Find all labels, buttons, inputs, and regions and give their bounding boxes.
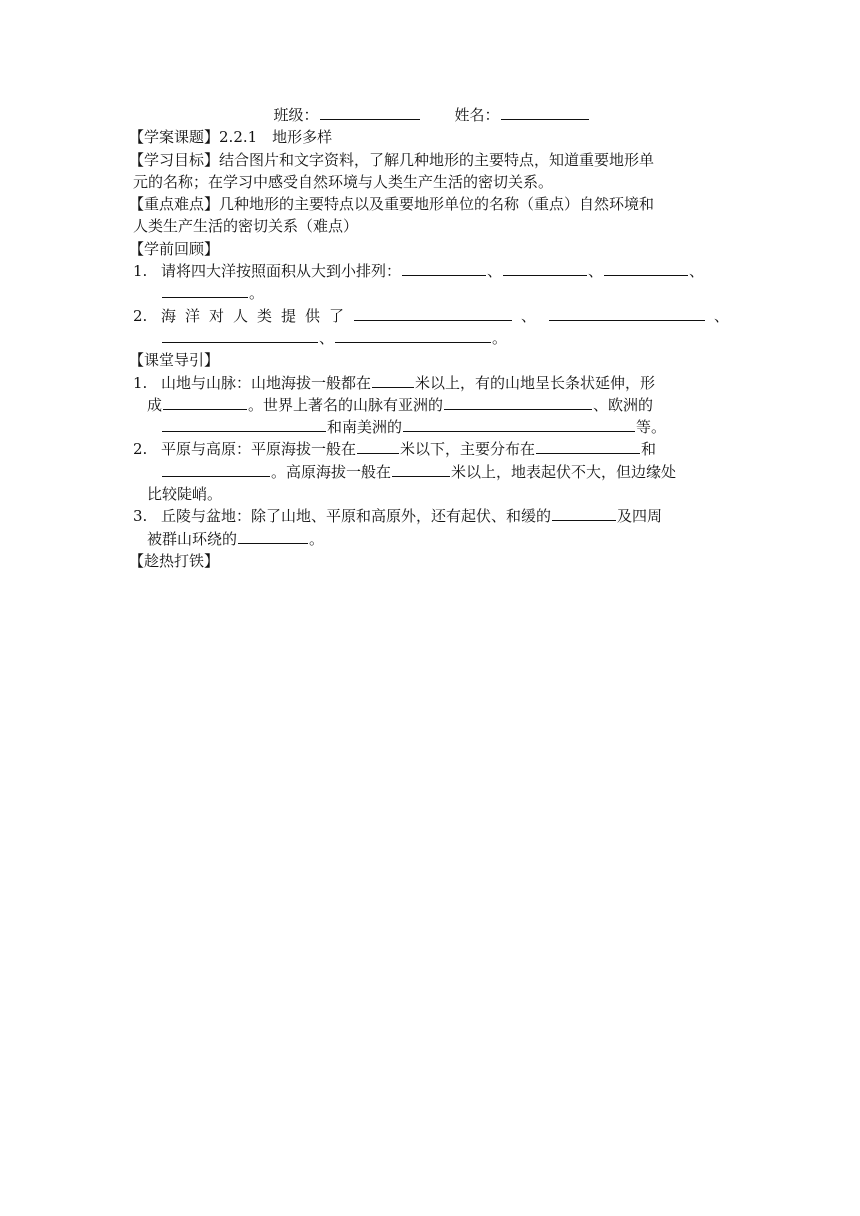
guide-item-2-text-a: 平原与高原：平原海拔一般在: [161, 440, 357, 459]
ocean-blank-2[interactable]: [503, 260, 587, 276]
guide-item-2-text-c: 和: [641, 440, 657, 459]
guide-item-3: [133, 505, 730, 527]
practice-heading-line: [129, 550, 730, 572]
guide-heading-line: [129, 349, 730, 371]
ocean-blank-4[interactable]: [162, 282, 248, 298]
guide-item-1: [133, 372, 730, 394]
guide-item-3-text-a: 丘陵与盆地：除了山地、平原和高原外，还有起伏、和缓的: [161, 507, 552, 526]
plateau-altitude-blank[interactable]: [392, 461, 450, 477]
ocean-blank-1[interactable]: [402, 260, 486, 276]
review-item-1-cont: [133, 282, 730, 304]
plain-altitude-blank[interactable]: [357, 438, 399, 454]
guide-item-1-line-2: [133, 394, 730, 416]
topic-text: 2.2.1 地形多样: [219, 128, 333, 147]
separator: 、: [588, 262, 604, 281]
period: 。: [492, 328, 508, 347]
guide-item-1-text-a: 山地与山脉：山地海拔一般都在: [161, 373, 372, 392]
asia-mountain-blank[interactable]: [444, 394, 592, 410]
mountain-range-blank[interactable]: [163, 394, 247, 410]
separator: 、: [689, 262, 705, 281]
south-america-mountain-blank[interactable]: [403, 416, 635, 432]
goal-heading: 【学习目标】: [129, 150, 220, 169]
goal-line-1: [129, 149, 730, 171]
key-heading: 【重点难点】: [129, 195, 220, 214]
review-heading: 【学前回顾】: [129, 239, 220, 258]
ocean-use-blank-2[interactable]: [549, 305, 705, 321]
ocean-use-blank-3[interactable]: [162, 327, 318, 343]
student-info-line: [133, 104, 730, 126]
guide-item-2: [133, 438, 730, 460]
goal-line-2: [133, 171, 730, 193]
class-label: 班级：: [273, 106, 319, 124]
guide-item-2-line-3: [133, 483, 730, 505]
class-blank[interactable]: [320, 104, 420, 120]
guide-item-2-text-b: 米以下，主要分布在: [400, 440, 536, 459]
key-line-1: [129, 193, 730, 215]
separator: 、: [319, 328, 335, 347]
plain-distribution-blank-1[interactable]: [536, 438, 640, 454]
list-number: 2.: [133, 440, 148, 459]
guide-item-2-line-2: [133, 461, 730, 483]
worksheet-content: [129, 104, 730, 572]
key-text-1: 几种地形的主要特点以及重要地形单位的名称（重点）自然环境和: [219, 195, 655, 214]
topic-line: [129, 126, 730, 148]
list-number: 1.: [133, 262, 148, 281]
ocean-use-blank-4[interactable]: [335, 327, 491, 343]
review-item-1: [133, 260, 730, 282]
guide-item-3-text-c: 被群山环绕的: [147, 529, 238, 548]
practice-heading: 【趁热打铁】: [129, 551, 220, 570]
review-item-2-cont: [133, 327, 730, 349]
mountain-altitude-blank[interactable]: [372, 372, 414, 388]
guide-heading: 【课堂导引】: [129, 351, 220, 370]
key-line-2: [133, 215, 730, 237]
guide-item-2-text-f: 比较陡峭。: [147, 485, 223, 504]
guide-item-1-text-f: 和南美洲的: [327, 418, 403, 437]
guide-item-1-text-g: 等。: [636, 418, 667, 437]
guide-item-2-text-d: 。高原海拔一般在: [271, 462, 392, 481]
list-number: 3.: [133, 507, 148, 526]
list-number: 2.: [133, 306, 148, 325]
separator: 、: [521, 306, 537, 325]
period: 。: [249, 284, 265, 303]
topic-heading: 【学案课题】: [129, 128, 220, 147]
guide-item-1-text-d: 。世界上著名的山脉有亚洲的: [248, 395, 444, 414]
guide-item-1-text-e: 、欧洲的: [593, 395, 654, 414]
key-text-2: 人类生产生活的密切关系（难点）: [133, 217, 359, 236]
goal-text-2: 元的名称；在学习中感受自然环境与人类生产生活的密切关系。: [133, 172, 554, 191]
review-item-2: [133, 305, 730, 327]
review-item-1-text: 请将四大洋按照面积从大到小排列：: [161, 262, 402, 281]
guide-item-1-text-b: 米以上，有的山地呈长条状延伸，形: [415, 373, 656, 392]
basin-blank[interactable]: [238, 528, 308, 544]
europe-mountain-blank[interactable]: [162, 416, 326, 432]
review-item-2-text: 海洋对人类提供了: [161, 306, 354, 325]
guide-item-3-text-b: 及四周: [617, 507, 663, 526]
plain-distribution-blank-2[interactable]: [162, 461, 270, 477]
period: 。: [309, 529, 325, 548]
goal-text-1: 结合图片和文字资料，了解几种地形的主要特点，知道重要地形单: [219, 150, 655, 169]
guide-item-1-text-c: 成: [147, 395, 163, 414]
guide-item-3-line-2: [133, 528, 730, 550]
ocean-use-blank-1[interactable]: [354, 305, 512, 321]
guide-item-2-text-e: 米以上，地表起伏不大，但边缘处: [451, 462, 677, 481]
name-label: 姓名：: [454, 106, 500, 124]
ocean-blank-3[interactable]: [604, 260, 688, 276]
hill-blank[interactable]: [552, 505, 616, 521]
separator: 、: [714, 306, 730, 325]
name-blank[interactable]: [501, 104, 589, 120]
review-heading-line: [129, 238, 730, 260]
separator: 、: [487, 262, 503, 281]
guide-item-1-line-3: [133, 416, 730, 438]
list-number: 1.: [133, 373, 148, 392]
